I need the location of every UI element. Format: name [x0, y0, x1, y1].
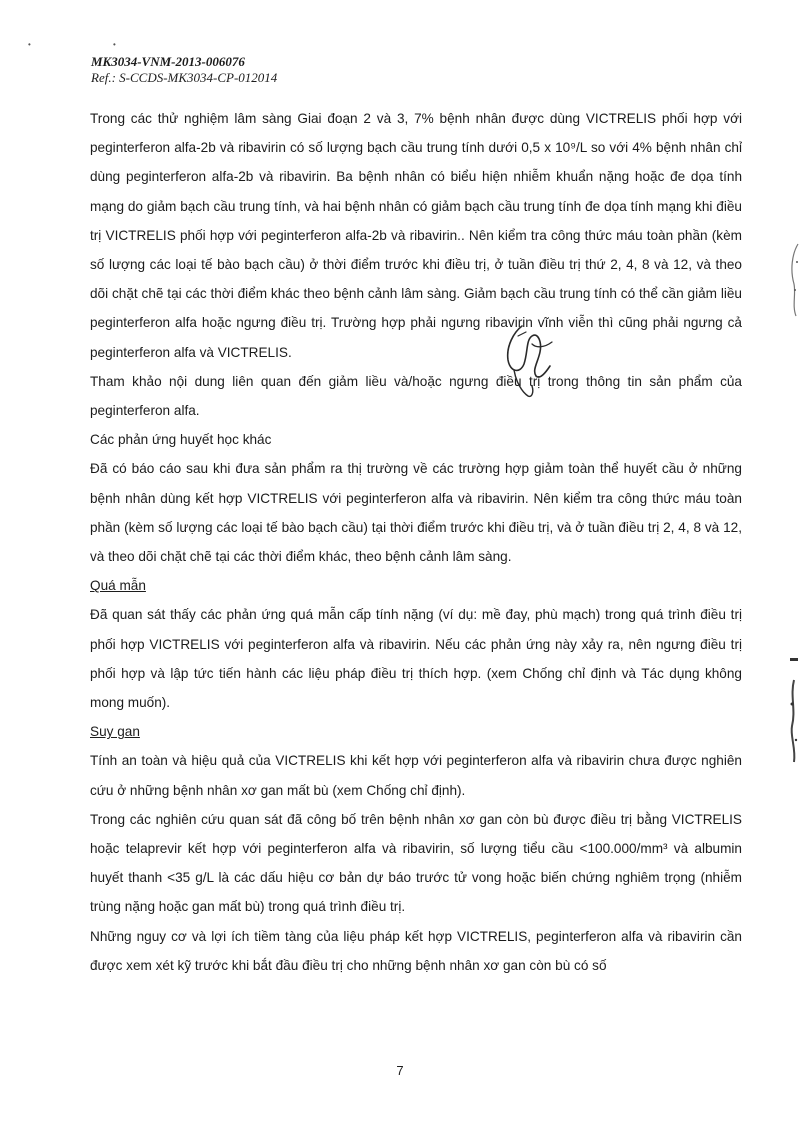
- section-heading-hematologic: Các phản ứng huyết học khác: [90, 432, 272, 448]
- scan-edge-mark: [780, 640, 800, 770]
- section-heading-hepatic: Suy gan: [90, 724, 140, 740]
- scan-specks: • •: [28, 40, 156, 49]
- handwritten-signature-icon: [492, 322, 562, 400]
- document-id: MK3034-VNM-2013-006076: [91, 54, 245, 69]
- reference-number: Ref.: S-CCDS-MK3034-CP-012014: [91, 70, 278, 85]
- scan-edge-mark: [780, 240, 800, 320]
- paragraph-hypersensitivity: Đã quan sát thấy các phản ứng quá mẫn cấp tính nặng (ví dụ: mề đay, phù mạch) trong quá trình điều trị phối hợp VICTRELIS với peginterferon alfa và ribavirin. Nếu các phản ứng này xảy ra, nên ngưng điều trị phối hợp và lập tức tiến hành các liệu pháp điều trị thích hợp. (xem Chống chỉ định và Tác dụng không mong muốn).: [90, 607, 742, 711]
- paragraph-decompensated: Tính an toàn và hiệu quả của VICTRELIS khi kết hợp với peginterferon alfa và ribavirin chưa được nghiên cứu ở những bệnh nhân xơ gan mất bù (xem Chống chỉ định).: [90, 753, 742, 798]
- page-number: 7: [396, 1063, 404, 1078]
- paragraph-neutropenia: Trong các thử nghiệm lâm sàng Giai đoạn 2 và 3, 7% bệnh nhân được dùng VICTRELIS phối hợp với peginterferon alfa-2b và ribavirin có số lượng bạch cầu trung tính dưới 0,5 x 10⁹/L so với 4% bệnh nhân chỉ dùng peginterferon alfa-2b và ribavirin. Ba bệnh nhân có biểu hiện nhiễm khuẩn nặng hoặc đe dọa tính mạng do giảm bạch cầu trung tính, và hai bệnh nhân có giảm bạch cầu trung tính đe dọa tính mạng khi điều trị VICTRELIS phối hợp với peginterferon alfa-2b và ribavirin.. Nên kiểm tra công thức máu toàn phần (kèm số lượng các loại tế bào bạch cầu) ở thời điểm trước khi điều trị, ở tuần điều trị thứ 2, 4, 8 và 12, và theo dõi chặt chẽ tại các thời điểm khác theo bệnh cảnh lâm sàng. Giảm bạch cầu trung tính có thể cần giảm liều peginterferon alfa hoặc ngưng điều trị. Trường hợp phải ngưng ribavirin vĩnh viễn thì cũng phải ngưng cả peginterferon alfa và VICTRELIS.: [90, 111, 742, 360]
- paragraph-dose-reference: Tham khảo nội dung liên quan đến giảm liều và/hoặc ngưng điều trị trong thông tin sản phẩm của peginterferon alfa.: [90, 373, 742, 419]
- section-heading-hypersensitivity: Quá mẫn: [90, 578, 146, 594]
- paragraph-observational: Trong các nghiên cứu quan sát đã công bố trên bệnh nhân xơ gan còn bù được điều trị bằng VICTRELIS hoặc telaprevir kết hợp với peginterferon alfa và ribavirin, số lượng tiểu cầu <100.000/mm³ và albumin huyết thanh <35 g/L là các dấu hiệu cơ bản dự báo trước tử vong hoặc biến chứng nghiêm trọng (nhiễm trùng nặng hoặc gan mất bù) trong quá trình điều trị.: [90, 811, 742, 915]
- document-body: [90, 104, 742, 980]
- paragraph-pancytopenia: Đã có báo cáo sau khi đưa sản phẩm ra thị trường về các trường hợp giảm toàn thể huyết cầu ở những bệnh nhân dùng kết hợp VICTRELIS với peginterferon alfa và ribavirin. Nên kiểm tra công thức máu toàn phần (kèm số lượng các loại tế bào bạch cầu) tại thời điểm trước khi điều trị, và ở tuần điều trị 2, 4, 8 và 12, và theo dõi chặt chẽ tại các thời điểm khác, theo bệnh cảnh lâm sàng.: [90, 461, 742, 565]
- paragraph-risks: Những nguy cơ và lợi ích tiềm tàng của liệu pháp kết hợp VICTRELIS, peginterferon alfa và ribavirin cần được xem xét kỹ trước khi bắt đầu điều trị cho những bệnh nhân xơ gan còn bù có số: [90, 928, 742, 973]
- document-header: [91, 54, 277, 86]
